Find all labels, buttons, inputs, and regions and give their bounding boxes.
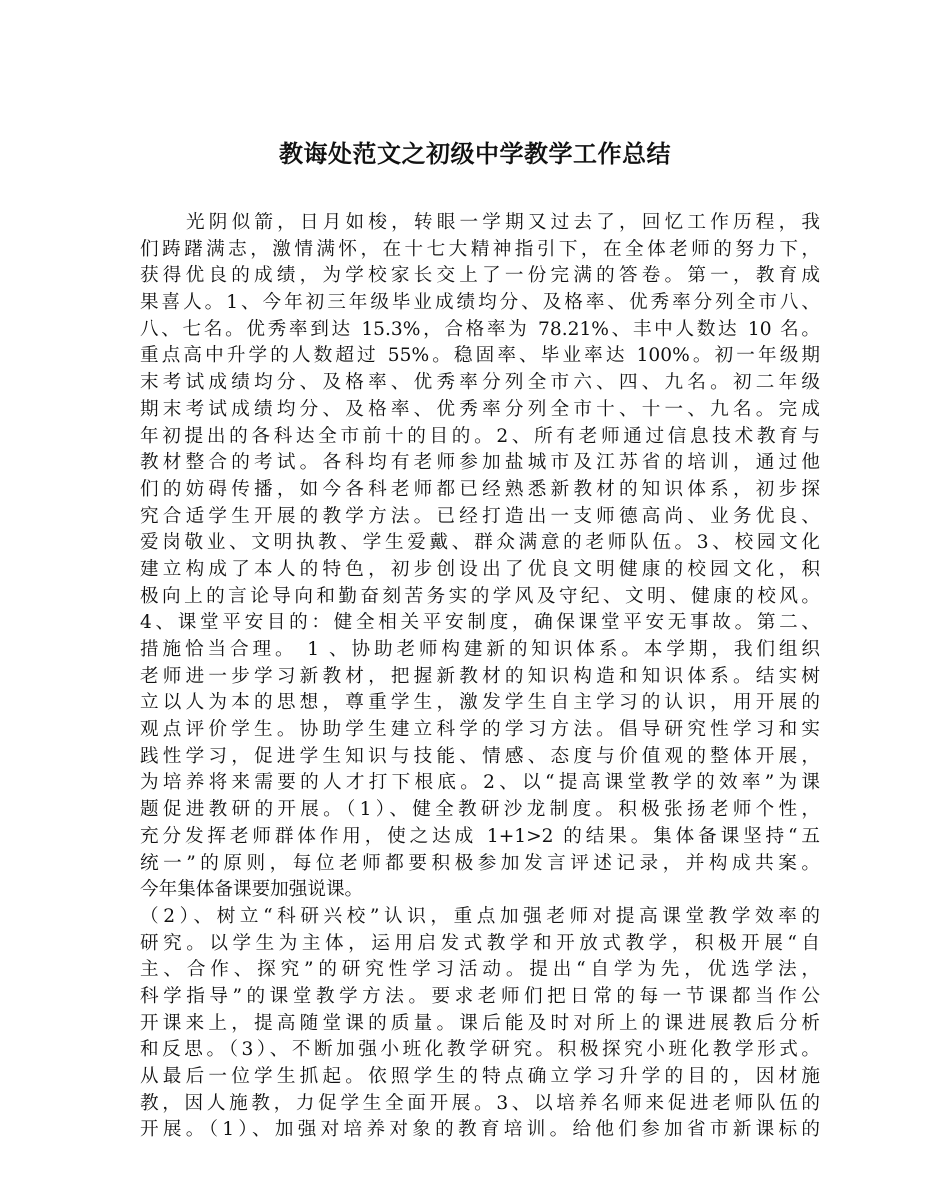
body-line: 今年集体备课要加强说课。 — [140, 879, 364, 901]
document-title: 教诲处范文之初级中学教学工作总结 — [279, 139, 671, 168]
body-line: 们的妨碍传播，如今各科老师都已经熟悉新教材的知识体系，初步探 — [140, 478, 820, 500]
body-line: 重点高中升学的人数超过 55%。稳固率、毕业率达 100%。初一年级期 — [140, 345, 820, 367]
body-line: 光阴似箭，日月如梭，转眼一学期又过去了，回忆工作历程，我 — [186, 212, 820, 233]
body-line: 果喜人。1、今年初三年级毕业成绩均分、及格率、优秀率分列全市八、 — [140, 292, 820, 314]
body-line: 充分发挥老师群体作用，使之达成 1+1>2 的结果。集体备课坚持“五 — [140, 825, 820, 847]
body-line: 4、课堂平安目的：健全相关平安制度，确保课堂平安无事故。第二、 — [140, 612, 820, 634]
body-line: 教，因人施教，力促学生全面开展。3、以培养名师来促进老师队伍的 — [140, 1092, 820, 1114]
body-line: 主、合作、探究”的研究性学习活动。提出“自学为先，优选学法， — [140, 959, 820, 981]
body-line: 究合适学生开展的教学方法。已经打造出一支师德高尚、业务优良、 — [140, 505, 820, 527]
body-line: 为培养将来需要的人才打下根底。2、以“提高课堂教学的效率”为课 — [140, 772, 820, 794]
body-line: 开展。（1）、加强对培养对象的教育培训。给他们参加省市新课标的 — [140, 1119, 820, 1141]
body-line: 获得优良的成绩，为学校家长交上了一份完满的答卷。第一，教育成 — [140, 265, 820, 287]
body-line: 措施恰当合理。 1 、协助老师构建新的知识体系。本学期，我们组织 — [140, 639, 820, 660]
body-line: 统一”的原则，每位老师都要积极参加发言评述记录，并构成共案。 — [140, 852, 820, 874]
body-line: 践性学习，促进学生知识与技能、情感、态度与价值观的整体开展， — [140, 745, 820, 767]
body-line: 题促进教研的开展。（1）、健全教研沙龙制度。积极张扬老师个性， — [140, 799, 820, 821]
body-line: 们踌躇满志，激情满怀，在十七大精神指引下，在全体老师的努力下， — [140, 238, 820, 260]
body-line: （2）、树立“科研兴校”认识，重点加强老师对提高课堂教学效率的 — [140, 905, 820, 927]
body-line: 建立构成了本人的特色，初步创设出了优良文明健康的校园文化，积 — [140, 558, 820, 580]
body-line: 开课来上，提高随堂课的质量。课后能及时对所上的课进展教后分析 — [140, 1012, 820, 1034]
body-line: 年初提出的各科达全市前十的目的。2、所有老师通过信息技术教育与 — [140, 425, 820, 447]
document-body — [140, 210, 820, 1144]
body-line: 从最后一位学生抓起。依照学生的特点确立学习升学的目的，因材施 — [140, 1066, 820, 1087]
body-line: 科学指导”的课堂教学方法。要求老师们把日常的每一节课都当作公 — [140, 985, 820, 1007]
body-line: 老师进一步学习新教材，把握新教材的知识构造和知识体系。结实树 — [140, 665, 820, 687]
body-line: 观点评价学生。协助学生建立科学的学习方法。倡导研究性学习和实 — [140, 719, 820, 741]
body-line: 立以人为本的思想，尊重学生，激发学生自主学习的认识，用开展的 — [140, 692, 820, 714]
body-line: 期末考试成绩均分、及格率、优秀率分列全市十、十一、九名。完成 — [140, 398, 820, 420]
body-line: 教材整合的考试。各科均有老师参加盐城市及江苏省的培训，通过他 — [140, 452, 820, 474]
body-line: 末考试成绩均分、及格率、优秀率分列全市六、四、九名。初二年级 — [140, 372, 820, 394]
body-line: 八、七名。优秀率到达 15.3%，合格率为 78.21%、丰中人数达 10 名。 — [140, 318, 820, 340]
body-line: 极向上的言论导向和勤奋刻苦务实的学风及守纪、文明、健康的校风。 — [140, 585, 820, 607]
body-line: 和反思。（3）、不断加强小班化教学研究。积极探究小班化教学形式。 — [140, 1039, 820, 1061]
body-line: 爱岗敬业、文明执教、学生爱戴、群众满意的老师队伍。3、校园文化 — [140, 532, 820, 554]
body-line: 研究。以学生为主体，运用启发式教学和开放式教学，积极开展“自 — [140, 932, 820, 954]
